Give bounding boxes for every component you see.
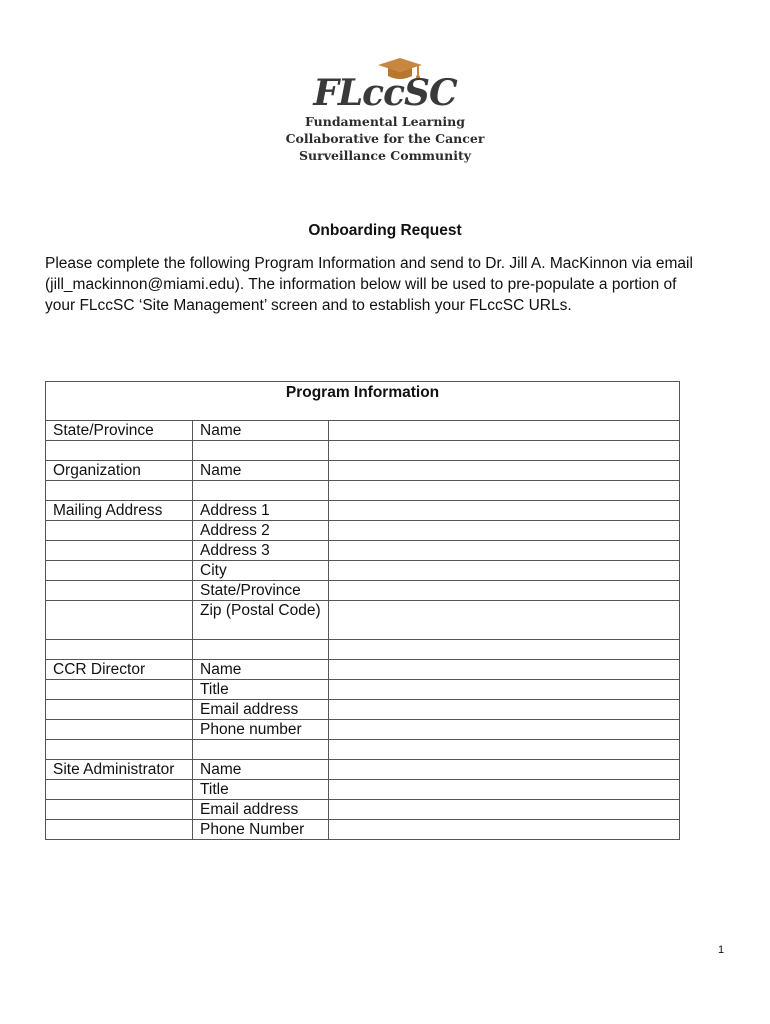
table-row [46,660,680,680]
field-label: Email address [193,700,329,720]
field-label: Address 2 [193,521,329,541]
value-input-cell[interactable] [329,700,680,720]
section-label [46,780,193,800]
field-label: Name [193,421,329,441]
table-row [46,561,680,581]
field-label: Name [193,760,329,780]
logo-subtitle: Fundamental Learning Collaborative for the Cancer Surveillance Community [285,114,485,163]
section-label [46,680,193,700]
empty-cell [329,640,680,660]
section-label [46,800,193,820]
field-label: Phone Number [193,820,329,840]
table-title: Program Information [46,382,680,421]
table-spacer-row [46,481,680,501]
field-label: Address 3 [193,541,329,561]
table-row [46,501,680,521]
value-input-cell[interactable] [329,521,680,541]
value-input-cell[interactable] [329,421,680,441]
empty-cell [193,640,329,660]
value-input-cell[interactable] [329,461,680,481]
table-row [46,800,680,820]
section-label [46,541,193,561]
value-input-cell[interactable] [329,541,680,561]
table-row [46,601,680,640]
value-input-cell[interactable] [329,660,680,680]
table-row [46,421,680,441]
value-input-cell[interactable] [329,680,680,700]
empty-cell [46,640,193,660]
table-row [46,700,680,720]
field-label: Title [193,680,329,700]
table-row [46,780,680,800]
intro-paragraph: Please complete the following Program Information and send to Dr. Jill A. MacKinnon via email (jill_mackinnon@miami.edu). The information below will be used to pre-populate a portion of your FLccSC ‘Site Management’ screen and to establish your FLccSC URLs. [45,255,693,314]
section-label [46,581,193,601]
table-row [46,760,680,780]
value-input-cell[interactable] [329,760,680,780]
field-label: City [193,561,329,581]
value-input-cell[interactable] [329,501,680,521]
field-label: State/Province [193,581,329,601]
flccsc-logo [270,56,500,168]
empty-cell [46,740,193,760]
value-input-cell[interactable] [329,800,680,820]
field-label: Phone number [193,720,329,740]
page-title: Onboarding Request [308,222,462,239]
section-label [46,521,193,541]
section-label: Organization [46,461,193,481]
empty-cell [193,441,329,461]
empty-cell [46,441,193,461]
table-row [46,720,680,740]
value-input-cell[interactable] [329,601,680,640]
value-input-cell[interactable] [329,720,680,740]
table-row [46,581,680,601]
section-label [46,720,193,740]
empty-cell [46,481,193,501]
section-label [46,820,193,840]
field-label: Address 1 [193,501,329,521]
empty-cell [329,740,680,760]
value-input-cell[interactable] [329,561,680,581]
table-spacer-row [46,640,680,660]
section-label: Mailing Address [46,501,193,521]
table-row [46,820,680,840]
field-label: Email address [193,800,329,820]
field-label: Name [193,461,329,481]
section-label [46,700,193,720]
empty-cell [329,481,680,501]
field-label: Title [193,780,329,800]
page-number: 1 [718,944,725,956]
table-row [46,680,680,700]
empty-cell [193,740,329,760]
table-row [46,461,680,481]
section-label [46,601,193,640]
section-label: CCR Director [46,660,193,680]
table-spacer-row [46,740,680,760]
field-label: Name [193,660,329,680]
table-row [46,521,680,541]
table-row [46,541,680,561]
value-input-cell[interactable] [329,780,680,800]
field-label: Zip (Postal Code) [193,601,329,640]
value-input-cell[interactable] [329,581,680,601]
section-label: Site Administrator [46,760,193,780]
program-information-table [45,381,680,840]
logo-wordmark: FLccSC [313,72,457,114]
section-label: State/Province [46,421,193,441]
empty-cell [193,481,329,501]
value-input-cell[interactable] [329,820,680,840]
table-spacer-row [46,441,680,461]
section-label [46,561,193,581]
empty-cell [329,441,680,461]
